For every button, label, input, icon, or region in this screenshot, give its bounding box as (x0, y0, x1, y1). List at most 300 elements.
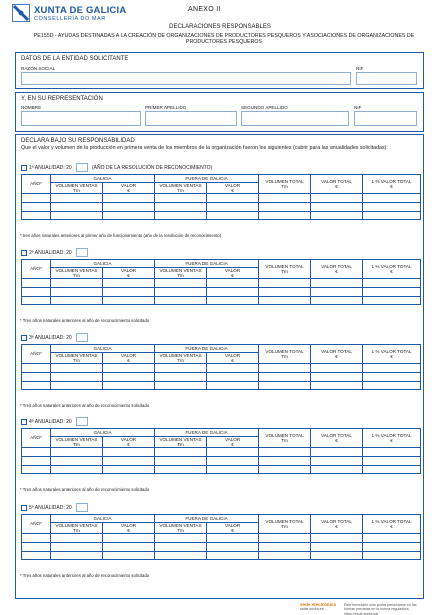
table-cell-input[interactable] (259, 279, 311, 288)
header-fuera-galicia-text-1: FUERA DE GALICIA (185, 515, 228, 521)
header-valor-total (311, 260, 363, 279)
table-cell-input[interactable] (51, 456, 103, 465)
header-volumen-total (259, 175, 311, 194)
table-cell-input[interactable] (207, 279, 259, 288)
header-1pct-valor-total-text-2: € (390, 438, 393, 444)
segundo-apellido-label: SEGUNDO APELLIDO (241, 105, 288, 110)
header-galicia-volumen-text-1: VOLUMEN VENTAS (55, 267, 98, 273)
header-fuera-valor (207, 267, 259, 279)
razon-social-label: RAZÓN SOCIAL (21, 66, 56, 71)
table-cell-input[interactable] (259, 372, 311, 381)
table-row (22, 279, 421, 288)
declara-section-title: DECLARA BAJO SU RESPONSABILIDAD (21, 138, 135, 144)
header-volumen-total-text-1: VOLUMEN TOTAL (265, 432, 304, 438)
header-fuera-volumen-text-1: VOLUMEN VENTAS (159, 522, 202, 528)
document-subtitle: PE155D - AYUDAS DESTINADAS A LA CREACIÓN DE ORGANIZACIONES DE PRODUCTORES PESQUEROS Y ASOCIACIONES DE ORGANIZACIONES DE PRODUCTORES PESQUEROS (33, 33, 415, 46)
header-fuera-galicia (155, 429, 259, 437)
table-row (22, 381, 421, 390)
header-year (22, 345, 51, 364)
table-cell-input[interactable] (363, 381, 421, 390)
header-galicia-valor (103, 436, 155, 448)
table-cell-input[interactable] (363, 465, 421, 474)
representante-nif-field[interactable] (354, 111, 417, 126)
table-cell-input[interactable] (155, 194, 207, 203)
table-cell-input[interactable] (51, 551, 103, 560)
table-cell-input[interactable] (207, 194, 259, 203)
header-galicia-valor (103, 522, 155, 534)
header-galicia (51, 515, 155, 523)
table-cell-input[interactable] (207, 287, 259, 296)
header-galicia-volumen-text-2: Tm (73, 527, 80, 533)
header-galicia-volumen-text-1: VOLUMEN VENTAS (55, 352, 98, 358)
table-row (22, 211, 421, 220)
anualidad-5-label: 5ª ANUALIDAD: 20 (29, 505, 72, 511)
header-galicia-valor-text-2: € (127, 357, 130, 363)
table-cell-input[interactable] (155, 296, 207, 305)
xunta-logo (12, 4, 142, 26)
header-volumen-total (259, 345, 311, 364)
table-cell-input[interactable] (103, 202, 155, 211)
header-galicia (51, 429, 155, 437)
table-cell-input[interactable] (311, 287, 363, 296)
table-cell-input[interactable] (22, 287, 51, 296)
header-fuera-galicia (155, 345, 259, 353)
header-year-text-1: AÑO* (30, 181, 42, 187)
table-cell-input[interactable] (311, 296, 363, 305)
table-cell-input[interactable] (363, 542, 421, 551)
table-cell-input[interactable] (259, 364, 311, 373)
header-fuera-galicia-text-1: FUERA DE GALICIA (185, 175, 228, 181)
table-cell-input[interactable] (22, 534, 51, 543)
table-cell-input[interactable] (22, 194, 51, 203)
header-fuera-valor-text-1: VALOR (224, 352, 241, 358)
table-cell-input[interactable] (155, 534, 207, 543)
table-cell-input[interactable] (363, 456, 421, 465)
table-cell-input[interactable] (51, 542, 103, 551)
header-fuera-valor-text-1: VALOR (224, 436, 241, 442)
table-cell-input[interactable] (155, 364, 207, 373)
header-galicia-valor (103, 267, 155, 279)
header-galicia-valor-text-2: € (127, 187, 130, 193)
table-cell-input[interactable] (311, 381, 363, 390)
galicia-emblem-icon (12, 4, 30, 22)
representacion-section-title: Y, EN SU REPRESENTACIÓN (21, 96, 103, 102)
header-fuera-volumen-text-2: Tm (177, 527, 184, 533)
table-cell-input[interactable] (259, 456, 311, 465)
table-cell-input[interactable] (207, 542, 259, 551)
header-volumen-total-text-2: Tm (281, 524, 288, 530)
header-valor-total-text-1: VALOR TOTAL (321, 178, 352, 184)
anualidad-1-year-field[interactable] (76, 163, 88, 172)
table-cell-input[interactable] (155, 202, 207, 211)
table-cell-input[interactable] (51, 448, 103, 457)
anexo-label: ANEXO II (188, 6, 221, 13)
header-galicia-volumen-text-2: Tm (73, 272, 80, 278)
header-fuera-volumen-text-1: VOLUMEN VENTAS (159, 436, 202, 442)
header-galicia-valor-text-1: VALOR (120, 436, 137, 442)
header-fuera-galicia-text-1: FUERA DE GALICIA (185, 260, 228, 266)
anualidad-1-table (21, 174, 421, 220)
header-galicia-valor (103, 182, 155, 194)
header-1pct-valor-total-text-1: 1 % VALOR TOTAL (371, 348, 412, 354)
table-row (22, 534, 421, 543)
header-galicia-volumen-text-1: VOLUMEN VENTAS (55, 522, 98, 528)
header-fuera-volumen-text-1: VOLUMEN VENTAS (159, 182, 202, 188)
table-cell-input[interactable] (155, 381, 207, 390)
table-cell-input[interactable] (22, 456, 51, 465)
table-cell-input[interactable] (259, 296, 311, 305)
table-cell-input[interactable] (311, 202, 363, 211)
table-cell-input[interactable] (363, 551, 421, 560)
table-cell-input[interactable] (363, 287, 421, 296)
header-galicia-volumen (51, 352, 103, 364)
anualidad-3-year-field[interactable] (76, 333, 88, 342)
table-cell-input[interactable] (311, 211, 363, 220)
table-cell-input[interactable] (51, 381, 103, 390)
table-cell-input[interactable] (22, 551, 51, 560)
anualidad-5-checkbox[interactable] (21, 505, 27, 511)
table-cell-input[interactable] (103, 551, 155, 560)
table-cell-input[interactable] (155, 211, 207, 220)
entidad-section (15, 52, 424, 89)
anualidad-3-footnote: * Tres años naturales anteriores al año de reconocimiento solicitado (20, 403, 150, 408)
table-cell-input[interactable] (22, 448, 51, 457)
table-row (22, 296, 421, 305)
table-cell-input[interactable] (103, 296, 155, 305)
segundo-apellido-field[interactable] (241, 111, 349, 126)
header-1pct-valor-total-text-1: 1 % VALOR TOTAL (371, 178, 412, 184)
header-galicia-volumen-text-1: VOLUMEN VENTAS (55, 436, 98, 442)
table-cell-input[interactable] (363, 364, 421, 373)
table-cell-input[interactable] (155, 279, 207, 288)
table-cell-input[interactable] (155, 465, 207, 474)
anualidad-1-checkbox[interactable] (21, 165, 27, 171)
header-galicia-text-1: GALICIA (93, 429, 112, 435)
table-cell-input[interactable] (207, 448, 259, 457)
header-valor-total-text-2: € (335, 354, 338, 360)
table-cell-input[interactable] (259, 287, 311, 296)
header-valor-total-text-2: € (335, 269, 338, 275)
document-title: DECLARACIONES RESPONSABLES (169, 24, 271, 30)
anualidad-4-table (21, 428, 421, 474)
header-fuera-volumen (155, 267, 207, 279)
anualidad-3-table (21, 344, 421, 390)
razon-social-field[interactable] (21, 72, 351, 85)
anualidad-1-label: 1ª ANUALIDAD: 20 (29, 165, 72, 171)
table-cell-input[interactable] (207, 211, 259, 220)
header-fuera-valor-text-2: € (231, 187, 234, 193)
table-cell-input[interactable] (155, 542, 207, 551)
table-cell-input[interactable] (363, 202, 421, 211)
table-cell-input[interactable] (51, 296, 103, 305)
header-volumen-total-text-1: VOLUMEN TOTAL (265, 348, 304, 354)
table-cell-input[interactable] (259, 381, 311, 390)
table-cell-input[interactable] (259, 465, 311, 474)
table-cell-input[interactable] (311, 456, 363, 465)
table-cell-input[interactable] (22, 211, 51, 220)
table-cell-input[interactable] (207, 372, 259, 381)
table-cell-input[interactable] (207, 456, 259, 465)
header-galicia-volumen-text-2: Tm (73, 187, 80, 193)
table-cell-input[interactable] (311, 465, 363, 474)
header-valor-total (311, 345, 363, 364)
header-volumen-total-text-1: VOLUMEN TOTAL (265, 178, 304, 184)
header-galicia-volumen-text-2: Tm (73, 357, 80, 363)
anualidad-5-year-field[interactable] (76, 503, 88, 512)
header-1pct-valor-total (363, 175, 421, 194)
anualidad-5-footnote: * Tres años naturales anteriores al año de reconocimiento solicitado (20, 573, 150, 578)
header-galicia-valor-text-2: € (127, 272, 130, 278)
table-cell-input[interactable] (51, 279, 103, 288)
header-1pct-valor-total-text-1: 1 % VALOR TOTAL (371, 518, 412, 524)
anualidad-3-label: 3ª ANUALIDAD: 20 (29, 335, 72, 341)
table-cell-input[interactable] (259, 211, 311, 220)
header-year (22, 515, 51, 534)
header-year (22, 260, 51, 279)
table-cell-input[interactable] (155, 448, 207, 457)
entidad-nif-field[interactable] (356, 72, 417, 85)
table-cell-input[interactable] (363, 296, 421, 305)
anualidad-5-table (21, 514, 421, 560)
table-row (22, 448, 421, 457)
primer-apellido-label: PRIMER APELLIDO (145, 105, 187, 110)
sede-electronica-logo (300, 602, 342, 612)
table-cell-input[interactable] (51, 364, 103, 373)
declara-intro-text: Que el valor y volumen de la producción en primera venta de los miembros de la organización fueron los siguientes (cubrir para las anualidades solicitadas): (21, 145, 388, 151)
header-galicia-text-1: GALICIA (93, 175, 112, 181)
table-cell-input[interactable] (363, 211, 421, 220)
header-fuera-galicia (155, 175, 259, 183)
table-cell-input[interactable] (259, 542, 311, 551)
header-volumen-total-text-1: VOLUMEN TOTAL (265, 263, 304, 269)
header-1pct-valor-total-text-2: € (390, 184, 393, 190)
table-cell-input[interactable] (363, 372, 421, 381)
table-cell-input[interactable] (207, 364, 259, 373)
table-cell-input[interactable] (207, 551, 259, 560)
nombre-field[interactable] (21, 111, 141, 126)
table-cell-input[interactable] (207, 202, 259, 211)
anualidad-4-footnote: * Tres años naturales anteriores al año de reconocimiento solicitado (20, 487, 150, 492)
header-year-text-1: AÑO* (30, 435, 42, 441)
entidad-section-title: DATOS DE LA ENTIDAD SOLICITANTE (21, 56, 129, 62)
anualidad-2-table (21, 259, 421, 305)
table-row (22, 372, 421, 381)
table-cell-input[interactable] (363, 448, 421, 457)
footer-note: Este formulario solo podrá presentarse en las formas previstas en la norma reguladora. https://sede.xunta.gal (344, 603, 417, 615)
table-cell-input[interactable] (22, 465, 51, 474)
anualidad-2-label: 2ª ANUALIDAD: 20 (29, 250, 72, 256)
logo-subtitle: CONSELLERÍA DO MAR (34, 16, 106, 22)
header-volumen-total-text-2: Tm (281, 269, 288, 275)
table-cell-input[interactable] (22, 279, 51, 288)
header-valor-total-text-1: VALOR TOTAL (321, 263, 352, 269)
table-cell-input[interactable] (22, 542, 51, 551)
anualidad-4-year-field[interactable] (76, 417, 88, 426)
header-year (22, 429, 51, 448)
header-1pct-valor-total-text-2: € (390, 354, 393, 360)
header-fuera-volumen (155, 436, 207, 448)
header-valor-total (311, 429, 363, 448)
table-cell-input[interactable] (155, 456, 207, 465)
header-fuera-valor-text-2: € (231, 272, 234, 278)
table-cell-input[interactable] (51, 202, 103, 211)
header-galicia-volumen-text-2: Tm (73, 441, 80, 447)
anualidad-2-checkbox[interactable] (21, 250, 27, 256)
header-galicia-valor-text-2: € (127, 527, 130, 533)
header-1pct-valor-total (363, 429, 421, 448)
table-cell-input[interactable] (207, 296, 259, 305)
footer-brand: sede electrónica (300, 602, 337, 607)
table-cell-input[interactable] (363, 534, 421, 543)
entidad-nif-label: NIF (356, 66, 364, 71)
header-volumen-total-text-1: VOLUMEN TOTAL (265, 518, 304, 524)
anualidad-4-label: 4ª ANUALIDAD: 20 (29, 419, 72, 425)
table-cell-input[interactable] (259, 534, 311, 543)
table-cell-input[interactable] (207, 465, 259, 474)
table-row (22, 456, 421, 465)
header-galicia-valor-text-2: € (127, 441, 130, 447)
table-cell-input[interactable] (311, 279, 363, 288)
header-fuera-valor (207, 182, 259, 194)
table-cell-input[interactable] (51, 465, 103, 474)
table-cell-input[interactable] (103, 211, 155, 220)
header-volumen-total-text-2: Tm (281, 354, 288, 360)
header-galicia-volumen (51, 522, 103, 534)
table-cell-input[interactable] (103, 372, 155, 381)
header-galicia-volumen (51, 267, 103, 279)
anualidad-2-footnote: * Tres años naturales anteriores al año de reconocimiento solicitado (20, 318, 150, 323)
header-valor-total-text-2: € (335, 438, 338, 444)
header-valor-total-text-2: € (335, 524, 338, 530)
header-1pct-valor-total (363, 260, 421, 279)
header-fuera-valor (207, 522, 259, 534)
table-cell-input[interactable] (103, 381, 155, 390)
header-year-text-1: AÑO* (30, 266, 42, 272)
header-fuera-valor-text-2: € (231, 441, 234, 447)
table-cell-input[interactable] (363, 279, 421, 288)
table-cell-input[interactable] (22, 381, 51, 390)
table-cell-input[interactable] (155, 372, 207, 381)
table-cell-input[interactable] (311, 364, 363, 373)
header-year-text-1: AÑO* (30, 351, 42, 357)
header-galicia-volumen-text-1: VOLUMEN VENTAS (55, 182, 98, 188)
header-galicia-text-1: GALICIA (93, 515, 112, 521)
anualidad-2-year-field[interactable] (76, 248, 88, 257)
table-cell-input[interactable] (155, 287, 207, 296)
table-cell-input[interactable] (311, 551, 363, 560)
header-year (22, 175, 51, 194)
table-row (22, 465, 421, 474)
header-fuera-valor-text-2: € (231, 527, 234, 533)
table-cell-input[interactable] (207, 381, 259, 390)
header-fuera-volumen-text-2: Tm (177, 272, 184, 278)
header-fuera-valor-text-2: € (231, 357, 234, 363)
table-row (22, 364, 421, 373)
table-cell-input[interactable] (103, 542, 155, 551)
header-1pct-valor-total-text-2: € (390, 269, 393, 275)
header-fuera-galicia-text-1: FUERA DE GALICIA (185, 429, 228, 435)
header-fuera-volumen (155, 352, 207, 364)
header-galicia-text-1: GALICIA (93, 260, 112, 266)
table-cell-input[interactable] (259, 194, 311, 203)
header-fuera-volumen-text-2: Tm (177, 187, 184, 193)
header-1pct-valor-total (363, 345, 421, 364)
table-row (22, 194, 421, 203)
header-fuera-galicia-text-1: FUERA DE GALICIA (185, 345, 228, 351)
table-cell-input[interactable] (207, 534, 259, 543)
table-cell-input[interactable] (259, 551, 311, 560)
table-cell-input[interactable] (51, 211, 103, 220)
table-cell-input[interactable] (103, 287, 155, 296)
table-cell-input[interactable] (22, 364, 51, 373)
table-cell-input[interactable] (363, 194, 421, 203)
table-cell-input[interactable] (311, 372, 363, 381)
table-cell-input[interactable] (155, 551, 207, 560)
header-valor-total (311, 515, 363, 534)
table-cell-input[interactable] (22, 296, 51, 305)
table-cell-input[interactable] (311, 534, 363, 543)
header-galicia-valor (103, 352, 155, 364)
table-cell-input[interactable] (103, 364, 155, 373)
table-cell-input[interactable] (22, 202, 51, 211)
header-valor-total-text-2: € (335, 184, 338, 190)
table-cell-input[interactable] (103, 448, 155, 457)
header-galicia-valor-text-1: VALOR (120, 352, 137, 358)
header-galicia (51, 345, 155, 353)
anualidad-4-checkbox[interactable] (21, 419, 27, 425)
table-cell-input[interactable] (311, 194, 363, 203)
header-fuera-galicia (155, 260, 259, 268)
header-fuera-volumen (155, 182, 207, 194)
table-cell-input[interactable] (103, 456, 155, 465)
logo-title: XUNTA DE GALICIA (34, 5, 127, 16)
table-cell-input[interactable] (103, 194, 155, 203)
declara-section (15, 134, 424, 599)
header-volumen-total (259, 260, 311, 279)
table-cell-input[interactable] (103, 534, 155, 543)
header-galicia-volumen (51, 436, 103, 448)
header-galicia-valor-text-1: VALOR (120, 267, 137, 273)
primer-apellido-field[interactable] (145, 111, 237, 126)
table-cell-input[interactable] (22, 372, 51, 381)
table-cell-input[interactable] (259, 202, 311, 211)
header-galicia-valor-text-1: VALOR (120, 182, 137, 188)
table-cell-input[interactable] (51, 287, 103, 296)
anualidad-3-checkbox[interactable] (21, 335, 27, 341)
header-fuera-valor-text-1: VALOR (224, 182, 241, 188)
header-volumen-total-text-2: Tm (281, 438, 288, 444)
header-galicia (51, 260, 155, 268)
table-cell-input[interactable] (103, 279, 155, 288)
table-cell-input[interactable] (51, 372, 103, 381)
representacion-section (15, 92, 424, 132)
header-galicia-text-1: GALICIA (93, 345, 112, 351)
header-fuera-volumen-text-2: Tm (177, 357, 184, 363)
header-fuera-volumen-text-1: VOLUMEN VENTAS (159, 352, 202, 358)
header-fuera-valor-text-1: VALOR (224, 267, 241, 273)
header-valor-total-text-1: VALOR TOTAL (321, 518, 352, 524)
table-row (22, 551, 421, 560)
table-cell-input[interactable] (51, 534, 103, 543)
header-fuera-valor (207, 436, 259, 448)
header-fuera-valor-text-1: VALOR (224, 522, 241, 528)
table-cell-input[interactable] (311, 448, 363, 457)
table-cell-input[interactable] (51, 194, 103, 203)
header-fuera-volumen (155, 522, 207, 534)
table-cell-input[interactable] (311, 542, 363, 551)
table-cell-input[interactable] (259, 448, 311, 457)
table-cell-input[interactable] (103, 465, 155, 474)
